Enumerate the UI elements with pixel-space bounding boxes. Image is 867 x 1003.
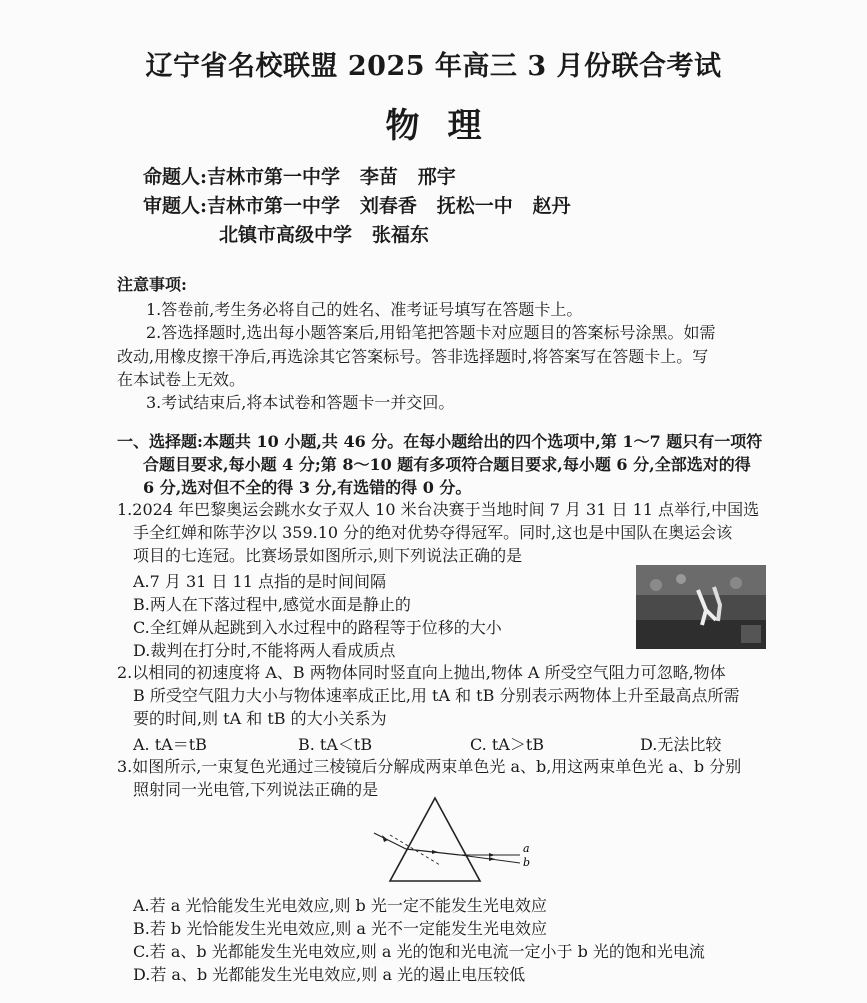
prism-diagram [360, 795, 540, 885]
section-instructions: 6 分,选对但不全的得 3 分,有选错的得 0 分。 [143, 478, 472, 497]
q1-option-d: D.裁判在打分时,不能将两人看成质点 [133, 641, 396, 660]
q3-stem: 3.如图所示,一束复色光通过三棱镜后分解成两束单色光 a、b,用这两束单色光 a、b 分别 [117, 757, 742, 776]
q2-stem: B 所受空气阻力大小与物体速率成正比,用 tA 和 tB 分别表示两物体上升至最高点所需 [133, 686, 740, 705]
q3-stem: 照射同一光电管,下列说法正确的是 [133, 780, 379, 799]
q2-option-c: C. tA＞tB [470, 735, 545, 754]
q2-option-a: A. tA＝tB [133, 735, 207, 754]
section-instructions: 合题目要求,每小题 4 分;第 8～10 题有多项符合题目要求,每小题 6 分,全部选对的得 [143, 455, 751, 474]
section-heading: 一、选择题:本题共 10 小题,共 46 分。在每小题给出的四个选项中,第 1～7 题只有一项符 [117, 432, 763, 451]
ray-label-b: b [523, 856, 531, 869]
q2-stem: 要的时间,则 tA 和 tB 的大小关系为 [133, 709, 387, 728]
q3-option-b: B.若 b 光恰能发生光电效应,则 a 光不一定能发生光电效应 [133, 919, 548, 938]
exam-title: 辽宁省名校联盟 2025 年高三 3 月份联合考试 [145, 51, 722, 82]
notice-item: 3.考试结束后,将本试卷和答题卡一并交回。 [146, 393, 455, 412]
question-setter: 命题人:吉林市第一中学 李苗 邢宇 [143, 166, 456, 188]
notice-item: 在本试卷上无效。 [117, 370, 246, 389]
q1-option-c: C.全红婵从起跳到入水过程中的路程等于位移的大小 [133, 618, 502, 637]
q3-option-a: A.若 a 光恰能发生光电效应,则 b 光一定不能发生光电效应 [133, 896, 547, 915]
q1-stem: 手全红婵和陈芋汐以 359.10 分的绝对优势夺得冠军。同时,这也是中国队在奥运会该 [133, 523, 733, 542]
question-reviewer: 审题人:吉林市第一中学 刘春香 抚松一中 赵丹 [143, 195, 571, 217]
q1-option-b: B.两人在下落过程中,感觉水面是静止的 [133, 595, 411, 614]
q3-option-c: C.若 a、b 光都能发生光电效应,则 a 光的饱和光电流一定小于 b 光的饱和光电流 [133, 942, 705, 961]
ray-label-a: a [523, 842, 530, 855]
question-reviewer-2: 北镇市高级中学 张福东 [219, 224, 429, 246]
q1-stem: 1.2024 年巴黎奥运会跳水女子双人 10 米台决赛于当地时间 7 月 31 日 11 点举行,中国选 [117, 500, 760, 519]
q2-option-d: D.无法比较 [640, 735, 722, 754]
notice-item: 1.答卷前,考生务必将自己的姓名、准考证号填写在答题卡上。 [146, 300, 583, 319]
subject-title: 物理 [385, 106, 510, 146]
diving-photo [636, 565, 766, 649]
q2-stem: 2.以相同的初速度将 A、B 两物体同时竖直向上抛出,物体 A 所受空气阻力可忽略,物体 [117, 663, 726, 682]
notice-item: 2.答选择题时,选出每小题答案后,用铅笔把答题卡对应题目的答案标号涂黑。如需 [146, 323, 716, 342]
q1-option-a: A.7 月 31 日 11 点指的是时间间隔 [133, 572, 386, 591]
notice-item: 改动,用橡皮擦干净后,再选涂其它答案标号。答非选择题时,将答案写在答题卡上。写 [117, 347, 709, 366]
notice-heading: 注意事项: [117, 275, 187, 294]
q1-stem: 项目的七连冠。比赛场景如图所示,则下列说法正确的是 [133, 546, 523, 565]
q2-option-b: B. tA＜tB [298, 735, 373, 754]
q3-option-d: D.若 a、b 光都能发生光电效应,则 a 光的遏止电压较低 [133, 965, 526, 984]
